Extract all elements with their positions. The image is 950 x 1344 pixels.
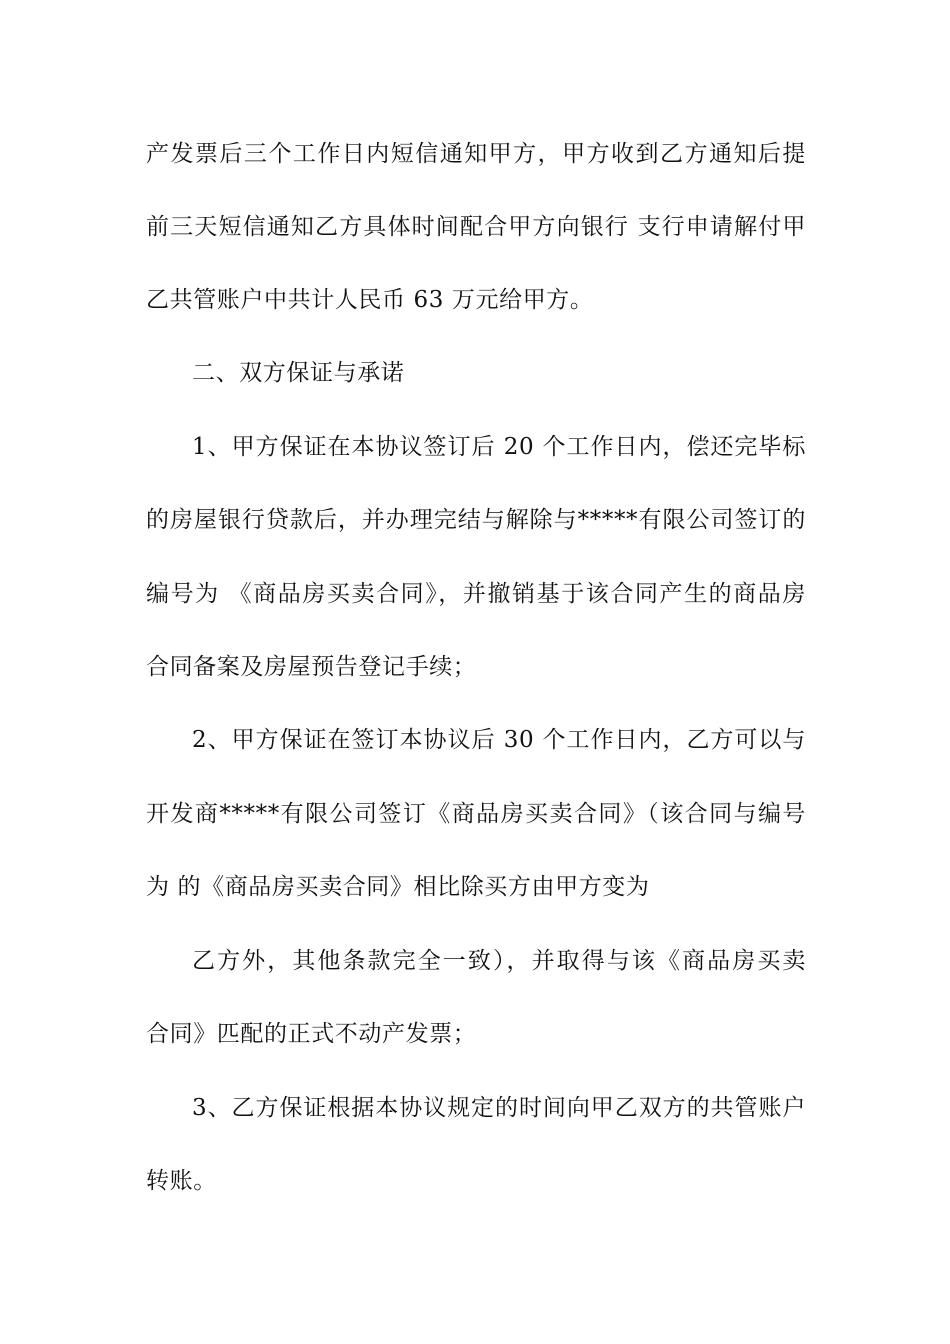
paragraph-line-2: 前三天短信通知乙方具体时间配合甲方向银行 支行申请解付甲 [146, 214, 806, 240]
item-3-line-2: 转账。 [146, 1168, 217, 1194]
item-2-line-3: 为 的《商品房买卖合同》相比除买方由甲方变为 [146, 874, 650, 900]
section-heading: 二、双方保证与承诺 [192, 360, 405, 386]
item-1-line-1: 1、甲方保证在本协议签订后 20 个工作日内，偿还完毕标 [192, 434, 806, 460]
item-2-line-5: 合同》匹配的正式不动产发票； [146, 1021, 477, 1047]
item-2-line-2: 开发商*****有限公司签订《商品房买卖合同》（该合同与编号 [146, 801, 806, 827]
item-1-line-3: 编号为 《商品房买卖合同》，并撤销基于该合同产生的商品房 [146, 581, 806, 607]
item-3-line-1: 3、乙方保证根据本协议规定的时间向甲乙双方的共管账户 [192, 1095, 806, 1121]
paragraph-line-1: 产发票后三个工作日内短信通知甲方，甲方收到乙方通知后提 [146, 141, 806, 167]
item-2-line-4: 乙方外，其他条款完全一致），并取得与该《商品房买卖 [192, 948, 806, 974]
item-1-line-4: 合同备案及房屋预告登记手续； [146, 654, 477, 680]
paragraph-line-3: 乙共管账户中共计人民币 63 万元给甲方。 [146, 287, 594, 313]
item-2-line-1: 2、甲方保证在签订本协议后 30 个工作日内，乙方可以与 [192, 727, 806, 753]
item-1-line-2: 的房屋银行贷款后，并办理完结与解除与*****有限公司签订的 [146, 507, 806, 533]
